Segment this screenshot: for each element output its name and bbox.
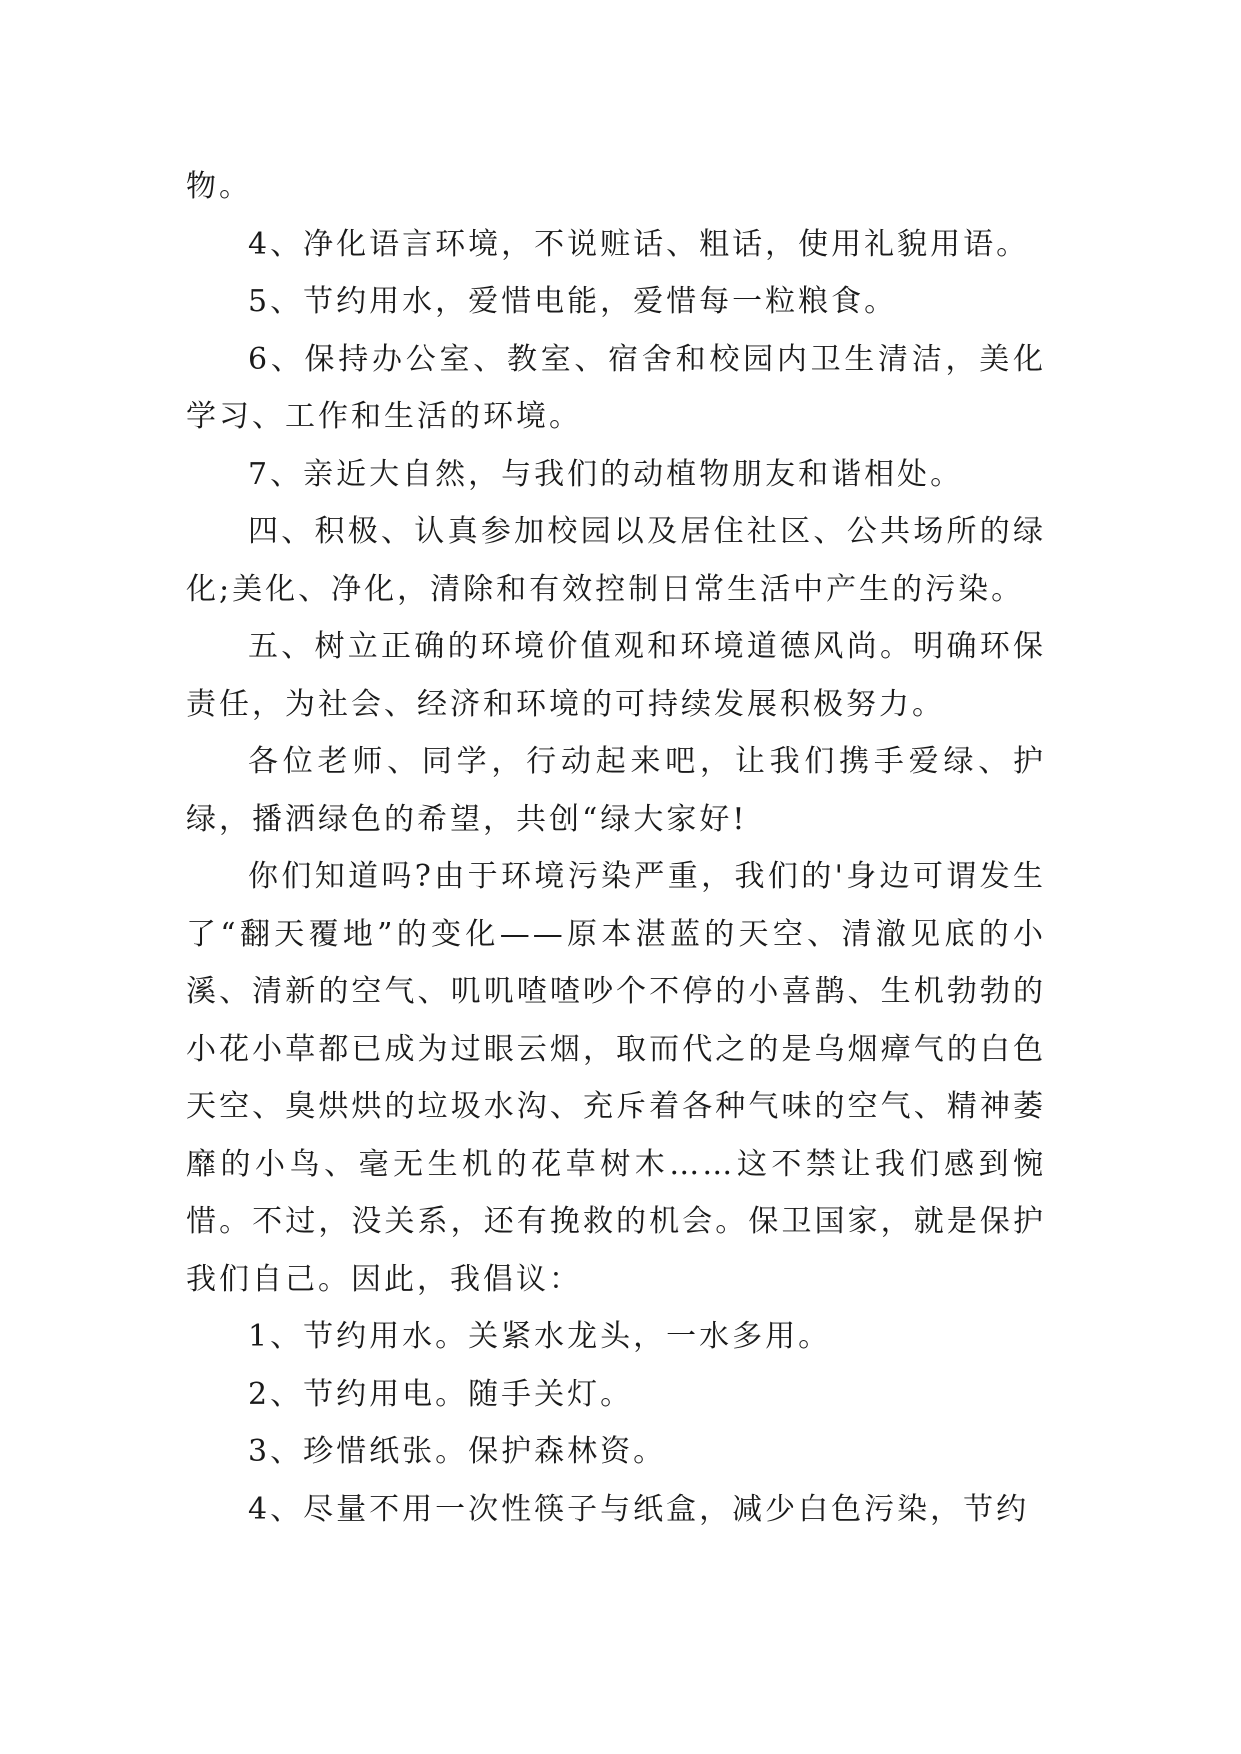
paragraph: 4、尽量不用一次性筷子与纸盒，减少白色污染，节约	[248, 1491, 1030, 1527]
document-body	[186, 158, 1046, 1538]
paragraph: 6、保持办公室、教室、宿舍和校园内卫生清洁，美化学习、工作和生活的环境。	[186, 341, 1046, 434]
paragraph: 物。	[186, 169, 252, 204]
paragraph: 1、节约用水。关紧水龙头，一水多用。	[248, 1319, 832, 1354]
paragraph: 3、珍惜纸张。保护森林资。	[248, 1434, 667, 1469]
paragraph: 你们知道吗?由于环境污染严重，我们的'身边可谓发生了“翻天覆地”的变化——原本湛蓝的天空、清澈见底的小溪、清新的空气、叽叽喳喳吵个不停的小喜鹊、生机勃勃的小花小草都已成为过眼云烟，取而代之的是乌烟瘴气的白色天空、臭烘烘的垃圾水沟、充斥着各种气味的空气、精神萎靡的小鸟、毫无生机的花草树木……这不禁让我们感到惋惜。不过，没关系，还有挽救的机会。保卫国家，就是保护我们自己。因此，我倡议：	[186, 859, 1046, 1297]
paragraph: 5、节约用水，爱惜电能，爱惜每一粒粮食。	[248, 284, 898, 319]
paragraph: 7、亲近大自然，与我们的动植物朋友和谐相处。	[248, 456, 964, 492]
paragraph: 四、积极、认真参加校园以及居住社区、公共场所的绿化;美化、净化，清除和有效控制日常生活中产生的污染。	[186, 514, 1046, 607]
paragraph: 4、净化语言环境，不说赃话、粗话，使用礼貌用语。	[248, 226, 1030, 262]
paragraph: 各位老师、同学，行动起来吧，让我们携手爱绿、护绿，播洒绿色的希望，共创“绿大家好!	[186, 744, 1046, 837]
paragraph: 五、树立正确的环境价值观和环境道德风尚。明确环保责任，为社会、经济和环境的可持续发展积极努力。	[186, 629, 1046, 722]
paragraph: 2、节约用电。随手关灯。	[248, 1376, 634, 1412]
